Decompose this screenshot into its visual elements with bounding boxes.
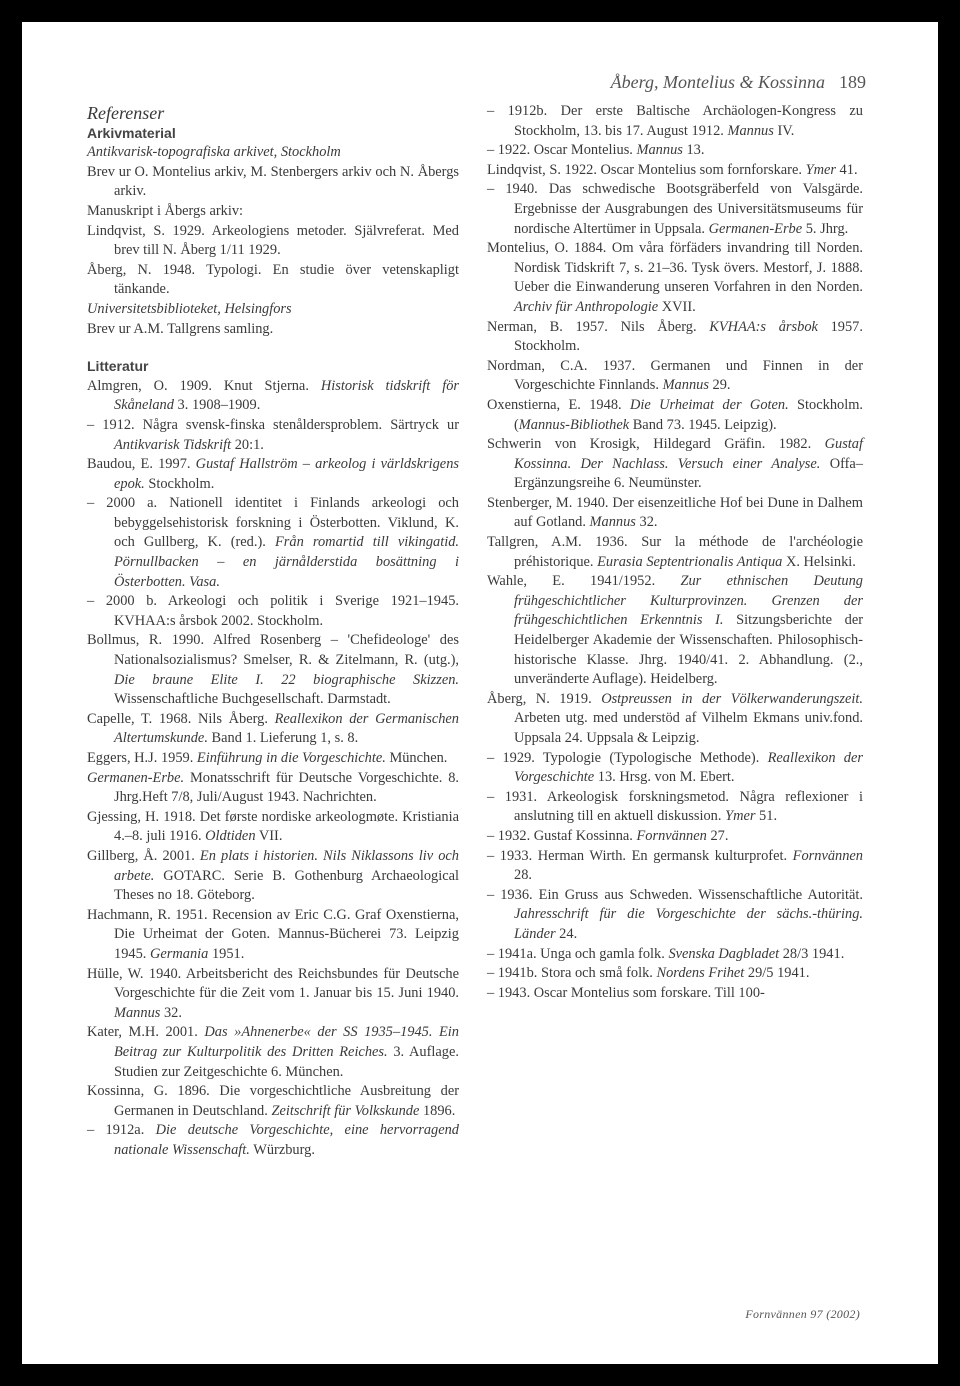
reference-title-italic: Historisk tidskrift för Skåneland (114, 377, 459, 414)
page-number: 189 (839, 72, 866, 92)
reference-text: Würzburg. (249, 1141, 315, 1158)
reference-entry (87, 631, 459, 709)
reference-text: 41. (835, 161, 858, 178)
running-head-title: Åberg, Montelius & Kossinna (610, 72, 825, 92)
reference-entry (87, 965, 459, 1024)
reference-entry (87, 416, 459, 455)
reference-text: VII. (255, 828, 283, 845)
reference-title-italic: Reallexikon der Germanischen Altertumskunde. (114, 710, 459, 747)
reference-text: – 1936. Ein Gruss aus Schweden. Wissenschaftliche Autorität. (487, 886, 863, 903)
reference-entry (87, 143, 459, 163)
reference-entry (487, 435, 863, 494)
reference-text: 1951. (208, 945, 245, 962)
reference-entry (87, 808, 459, 847)
reference-text: XVII. (658, 298, 696, 315)
reference-text: Lindqvist, S. 1922. Oscar Montelius som fornforskare. (487, 161, 806, 178)
journal-footer: Fornvännen 97 (2002) (745, 1307, 860, 1321)
reference-text: 32. (635, 514, 658, 531)
reference-text: – 1932. Gustaf Kossinna. (487, 827, 637, 844)
reference-text: Brev ur O. Montelius arkiv, M. Stenbergers arkiv och N. Åbergs arkiv. (87, 163, 459, 200)
reference-text: Stockholm. ( (514, 396, 864, 433)
reference-text: Kater, M.H. 2001. (87, 1024, 205, 1041)
reference-entry (87, 749, 459, 769)
reference-entry (87, 1023, 459, 1082)
reference-title-italic: Fornvännen (792, 847, 863, 864)
reference-text: – 1931. Arkeologisk forskningsmetod. Några reflexioner i anslutning till en aktuell diskussion. (487, 788, 863, 825)
reference-title-italic: Mannus (114, 1004, 161, 1021)
reference-entry (487, 494, 863, 533)
reference-text: Stockholm. (144, 475, 215, 492)
reference-text: München. (385, 750, 448, 766)
reference-title-italic: En plats i historien. Nils Niklassons liv och arbete. (114, 847, 459, 884)
reference-text: Baudou, E. 1997. (87, 456, 196, 473)
reference-entry (487, 180, 863, 239)
reference-title-italic: Die braune Elite I. 22 biographische Skizzen. (114, 671, 459, 688)
reference-title-italic: Mannus (662, 377, 709, 394)
reference-title-italic: Antikvarisk-topografiska arkivet, Stockholm (87, 144, 341, 161)
reference-title-italic: Ostpreussen in der Völkerwanderungszeit. (601, 690, 863, 707)
reference-text: 5. Jhrg. (802, 220, 849, 237)
reference-entry (87, 222, 459, 261)
reference-text: Kossinna, G. 1896. Die vorgeschichtliche Ausbreitung der Germanen in Deutschland. (87, 1083, 459, 1119)
reference-text: 1896. (419, 1102, 456, 1119)
reference-title-italic: Fornvännen (636, 827, 707, 844)
reference-title-italic: Germanen-Erbe. (87, 769, 185, 786)
reference-text: 28/3 1941. (779, 945, 845, 962)
reference-entry (87, 1121, 459, 1160)
reference-text: Bollmus, R. 1990. Alfred Rosenberg – 'Chefideologe' des Nationalsozialismus? Smelser, R. & Zitelmann, R. (utg.), (87, 632, 459, 669)
reference-entry (487, 886, 863, 945)
reference-text: – 1929. Typologie (Typologische Methode). (487, 749, 768, 766)
reference-entry (487, 533, 863, 572)
reference-entry (487, 102, 863, 141)
reference-entry (487, 396, 863, 435)
reference-entry (87, 377, 459, 416)
reference-text: 24. (555, 925, 578, 942)
reference-entry (87, 163, 459, 202)
reference-entry (87, 320, 459, 340)
reference-text: GOTARC. Serie B. Gothenburg Archaeological Theses no 18. Göteborg. (114, 867, 459, 904)
reference-title-italic: Zur ethnischen Deutung frühgeschichtlicher Kulturprovinzen. Grenzen der frühgeschichtlichen Erkenntnis I. (514, 573, 864, 629)
document-page (22, 22, 938, 1364)
reference-entry (87, 455, 459, 494)
reference-text: Lindqvist, S. 1929. Arkeologiens metoder. Självreferat. Med brev till N. Åberg 1/11 1929. (87, 222, 459, 259)
reference-text: Stenberger, M. 1940. Der eisenzeitliche Hof bei Dune in Dalhem auf Gotland. (487, 494, 863, 531)
reference-title-italic: KVHAA:s årsbok (709, 318, 818, 335)
reference-entry (87, 769, 459, 808)
reference-text: Schwerin von Krosigk, Hildegard Gräfin. 1982. (487, 436, 825, 453)
reference-text: 20:1. (231, 436, 264, 453)
running-head (611, 72, 866, 93)
reference-text: Arbeten utg. med understöd af Vilhelm Ekmans univ.fond. Uppsala 24. Uppsala & Leipzig. (514, 710, 863, 746)
reference-title-italic: Eurasia Septentrionalis Antiqua (597, 553, 783, 570)
reference-text: 32. (160, 1004, 182, 1021)
reference-entry (487, 318, 863, 357)
reference-text: – 1912a. (87, 1122, 156, 1139)
reference-title-italic: Oldtiden (205, 828, 256, 845)
reference-entry (487, 945, 863, 965)
reference-title-italic: Mannus (589, 514, 636, 531)
reference-text: – 1912. Några svensk-finska stenåldersproblem. Särtryck ur (87, 416, 459, 433)
reference-entry (487, 572, 863, 690)
reference-title-italic: Jahresschrift für die Vorgeschichte der sächs.-thüring. Länder (514, 906, 863, 942)
reference-text: 28. (514, 867, 532, 884)
reference-title-italic: Zeitschrift für Volkskunde (271, 1102, 420, 1119)
reference-title-italic: Die Urheimat der Goten. (629, 396, 789, 413)
reference-entry (487, 357, 863, 396)
reference-title-italic: Mannus (727, 122, 774, 139)
reference-entry (87, 300, 459, 320)
reference-entry (487, 161, 863, 181)
reference-title-italic: Nordens Frihet (656, 965, 745, 982)
reference-text: Wahle, E. 1941/1952. (487, 573, 681, 590)
reference-title-italic: Antikvarisk Tidskrift (114, 436, 232, 453)
reference-text: 3. 1908–1909. (173, 397, 261, 414)
literature-list (87, 377, 459, 1161)
literature-heading: Litteratur (87, 358, 149, 375)
reference-title-italic: Die deutsche Vorgeschichte, eine hervorragend nationale Wissenschaft. (114, 1122, 459, 1158)
reference-text: Tallgren, A.M. 1936. Sur la méthode de l'archéologie préhistorique. (487, 534, 863, 570)
reference-text: – 2000 b. Arkeologi och politik i Sverige 1921–1945. KVHAA:s årsbok 2002. Stockholm. (87, 593, 459, 629)
reference-entry (487, 827, 863, 847)
reference-entry (487, 690, 863, 749)
reference-entry (87, 592, 459, 631)
reference-entry (87, 847, 459, 906)
left-column (87, 102, 459, 1160)
reference-entry (87, 710, 459, 749)
reference-text: Oxenstierna, E. 1948. (487, 396, 630, 413)
reference-text: – 1933. Herman Wirth. En germansk kulturprofet. (487, 847, 793, 864)
reference-text: Nerman, B. 1957. Nils Åberg. (487, 318, 710, 335)
reference-title-italic: Germanen-Erbe (708, 220, 803, 237)
reference-entry (87, 1082, 459, 1121)
reference-title-italic: Mannus (636, 142, 683, 159)
reference-text: Wissenschaftliche Buchgesellschaft. Darmstadt. (114, 691, 391, 708)
reference-text: Åberg, N. 1948. Typologi. En studie över vetenskapligt tänkande. (87, 261, 459, 298)
reference-title-italic: Reallexikon der Vorgeschichte (514, 749, 863, 786)
reference-text: – 1943. Oscar Montelius som forskare. Till 100- (487, 984, 765, 1001)
reference-text: Offa–Ergänzungsreihe 6. Neumünster. (514, 455, 863, 492)
reference-entry (487, 141, 863, 161)
reference-title-italic: Svenska Dagbladet (668, 945, 780, 962)
reference-text: Band 73. 1945. Leipzig). (629, 416, 777, 433)
reference-text: X. Helsinki. (782, 553, 856, 570)
reference-text: Band 1. Lieferung 1, s. 8. (207, 730, 359, 747)
reference-entry (487, 847, 863, 886)
reference-text: Montelius, O. 1884. Om våra förfäders invandring till Norden. Nordisk Tidskrift 7, s. 21–36. Tysk övers. Mestorf, J. 1888. Ueber die Einwanderung unseren Vorfahren in den Norden. (487, 240, 863, 296)
reference-entry (487, 749, 863, 788)
reference-title-italic: Från romartid till vikingatid. Pörnullbacken – en järnålderstida bosättning i Österbotten. Vasa. (114, 534, 459, 590)
reference-entry (487, 964, 863, 984)
reference-title-italic: Einführung in die Vorgeschichte. (196, 750, 386, 766)
reference-text: Almgren, O. 1909. Knut Stjerna. (87, 377, 321, 394)
reference-title-italic: Germania (149, 945, 209, 962)
reference-text: – 1912b. Der erste Baltische Archäologen-Kongress zu Stockholm, 13. bis 17. August 1912. (487, 103, 863, 139)
reference-title-italic: Ymer (725, 808, 756, 825)
reference-text: 1957. Stockholm. (514, 318, 863, 355)
reference-text: Sitzungsberichte der Heidelberger Akademie der Wissenschaften. Philosophisch-historische Klasse. Jhrg. 1940/41. 2. Abhandlung. (2., unveränderte Auflage). Heidelberg. (514, 612, 863, 688)
reference-text: Nordman, C.A. 1937. Germanen und Finnen in der Vorgeschichte Finnlands. (487, 357, 863, 394)
reference-text: IV. (773, 122, 795, 139)
reference-text: Monatsschrift für Deutsche Vorgeschichte. 8. Jhrg.Heft 7/8, Juli/August 1943. Nachrichten. (114, 769, 459, 806)
reference-entry (487, 239, 863, 317)
reference-title-italic: Das »Ahnenerbe« der SS 1935–1945. Ein Beitrag zur Kulturpolitik des Dritten Reiches. (114, 1024, 459, 1060)
reference-text: – 1922. Oscar Montelius. (487, 142, 637, 159)
archive-heading: Arkivmaterial (87, 124, 176, 141)
literature-list-continued (487, 102, 863, 1003)
reference-text: 29/5 1941. (744, 965, 810, 982)
reference-text: Gjessing, H. 1918. Det første nordiske arkeologmøte. Kristiania 4.–8. juli 1916. (87, 808, 459, 845)
reference-title-italic: Mannus-Bibliothek (518, 416, 630, 433)
reference-text: Hülle, W. 1940. Arbeitsbericht des Reichsbundes für Deutsche Vorgeschichte für die Zeit vom 1. Januar bis 15. Juni 1940. (87, 965, 459, 1002)
reference-text: 27. (706, 827, 729, 844)
reference-entry (487, 984, 863, 1004)
reference-text: 13. Hrsg. von M. Ebert. (594, 769, 735, 786)
reference-text: 13. (682, 142, 705, 159)
reference-title-italic: Archiv für Anthropologie (514, 298, 659, 315)
reference-title-italic: Gustaf Kossinna. Der Nachlass. Versuch einer Analyse. (514, 436, 863, 472)
reference-entry (87, 906, 459, 965)
reference-text: – 1941a. Unga och gamla folk. (487, 945, 669, 962)
right-column (487, 102, 863, 1003)
reference-text: Brev ur A.M. Tallgrens samling. (87, 320, 274, 337)
reference-entry (487, 788, 863, 827)
reference-text: Åberg, N. 1919. (487, 690, 602, 707)
reference-text: Capelle, T. 1968. Nils Åberg. (87, 710, 275, 727)
reference-text: 3. Auflage. Studien zur Zeitgeschichte 6. München. (114, 1043, 459, 1080)
reference-entry (87, 261, 459, 300)
archive-list (87, 143, 459, 339)
reference-text: 51. (755, 808, 778, 825)
reference-text: 29. (708, 377, 731, 394)
reference-title-italic: Ymer (805, 161, 836, 178)
reference-entry (87, 202, 459, 222)
section-title: Referenser (87, 103, 165, 123)
reference-text: – 1940. Das schwedische Bootsgräberfeld von Valsgärde. Ergebnisse der Ausgrabungen des Universitätsmuseums für nordische Altertümer in Uppsala. (487, 181, 863, 237)
reference-text: – 2000 a. Nationell identitet i Finlands arkeologi och bebyggelsehistorisk forskning i Österbotten. Viklund, K. och Gullberg, K. (red.). (87, 495, 459, 551)
reference-text: Hachmann, R. 1951. Recension av Eric C.G. Graf Oxenstierna, Die Urheimat der Goten. Mannus-Bücherei 73. Leipzig 1945. (87, 906, 459, 962)
reference-text: – 1941b. Stora och små folk. (487, 965, 657, 982)
reference-text: Eggers, H.J. 1959. (87, 750, 197, 766)
reference-text: Manuskript i Åbergs arkiv: (87, 202, 244, 219)
reference-text: Gillberg, Å. 2001. (87, 847, 200, 864)
reference-title-italic: Gustaf Hallström – arkeolog i världskrigens epok. (114, 456, 459, 492)
reference-entry (87, 494, 459, 592)
reference-title-italic: Universitetsbiblioteket, Helsingfors (87, 300, 292, 317)
